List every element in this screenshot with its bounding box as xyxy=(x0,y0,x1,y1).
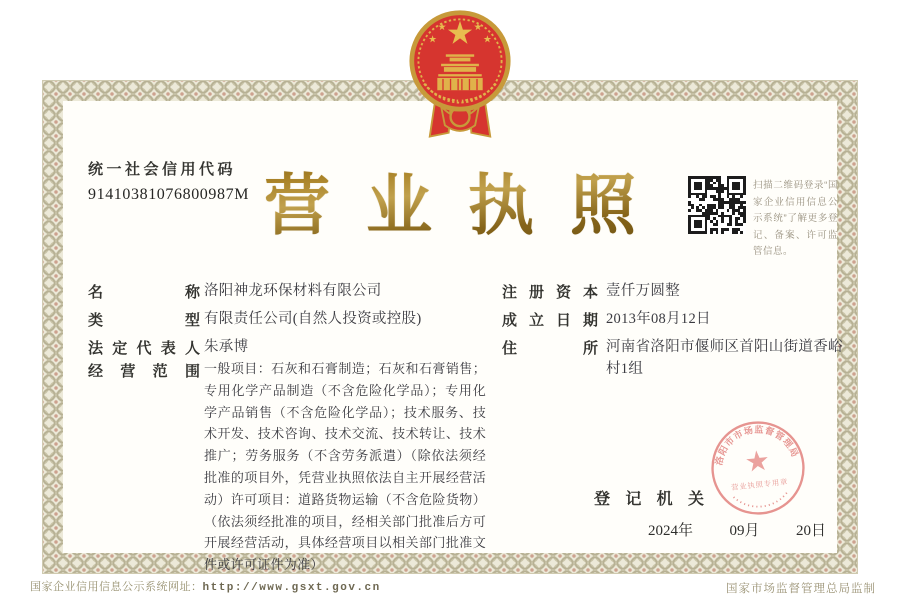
field-value-address: 河南省洛阳市偃师区首阳山街道香峪村1组 xyxy=(606,339,843,377)
field-value-type: 有限责任公司(自然人投资或控股) xyxy=(204,311,422,327)
field-label-address: 住所 xyxy=(502,340,598,357)
issue-date xyxy=(648,519,826,540)
footer-url-label: 国家企业信用信息公示系统网址： xyxy=(30,581,203,593)
field-value-name: 洛阳神龙环保材料有限公司 xyxy=(204,283,382,299)
field-value-scope: 一般项目：石灰和石膏制造；石灰和石膏销售；专用化学产品制造（不含危险化学品）；专用化学产品销售（不含危险化学品）；技术服务、技术开发、技术咨询、技术交流、技术转让、技术推广；劳务服务（不含劳务派遣）（除依法须经批准的项目外，凭营业执照依法自主开展经营活动）许可项目：道路货物运输（不含危险货物）（依法须经批准的项目，经相关部门批准后方可开展经营活动，具体经营项目以相关部门批准文件或许可证件为准） xyxy=(204,361,486,573)
issue-date-day: 20日 xyxy=(795,523,826,539)
field-value-established: 2013年08月12日 xyxy=(606,311,711,327)
field-label-scope: 经营范围 xyxy=(88,363,200,380)
field-label-name: 名称 xyxy=(88,284,200,301)
qr-code xyxy=(688,176,746,234)
national-emblem xyxy=(403,8,517,146)
field-label-type: 类型 xyxy=(88,312,200,329)
field-label-authority: 登记机关 xyxy=(594,491,704,508)
field-value-legal-rep: 朱承博 xyxy=(204,339,249,355)
issue-date-year: 2024年 xyxy=(648,523,694,539)
field-label-legal-rep: 法定代表人 xyxy=(88,340,200,357)
footer-publicity-url xyxy=(30,578,381,594)
footer-issuer: 国家市场监督管理总局监制 xyxy=(726,583,876,595)
field-label-capital: 注册资本 xyxy=(502,284,598,301)
seal-center-text: 营业执照专用章 xyxy=(730,477,789,492)
seal-ring-text: 洛阳市市场监督管理局 xyxy=(713,424,801,467)
field-label-established: 成立日期 xyxy=(502,312,598,329)
qr-caption: 扫描二维码登录“国家企业信用信息公示系统”了解更多登记、备案、许可监管信息。 xyxy=(753,180,838,257)
issue-date-month: 09月 xyxy=(729,523,760,539)
license-title: 营业执照 xyxy=(0,152,900,247)
footer-url-value: http://www.gsxt.gov.cn xyxy=(202,582,381,594)
authority-seal xyxy=(703,413,813,523)
field-value-capital: 壹仟万圆整 xyxy=(606,283,680,299)
